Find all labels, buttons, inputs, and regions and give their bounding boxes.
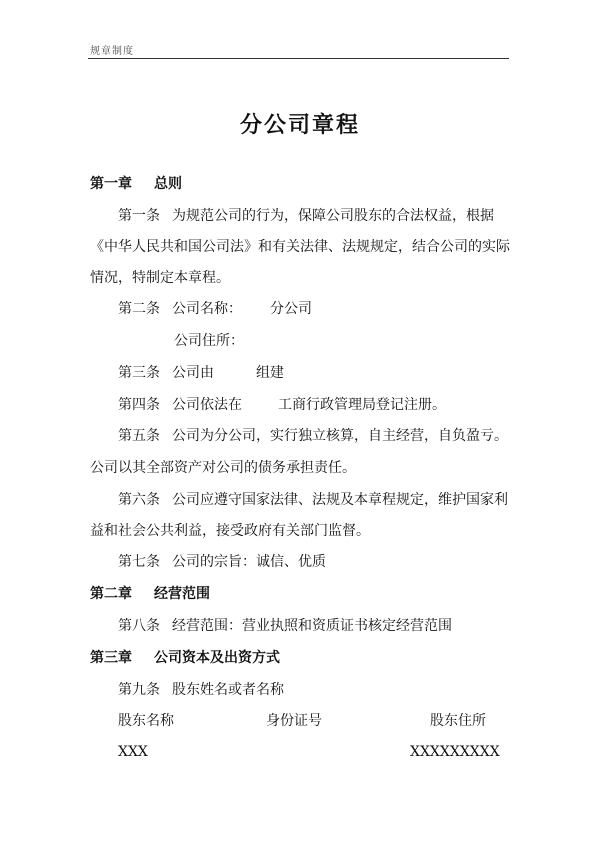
company-name-value: 分公司	[270, 301, 312, 317]
article-number: 第五条	[118, 428, 160, 444]
article-5-line-1	[118, 429, 508, 443]
article-text: 公司为分公司，实行独立核算，自主经营，自负盈亏。	[172, 428, 508, 444]
article-number: 第六条	[118, 492, 160, 508]
article-number: 第三条	[118, 365, 160, 381]
running-header: 规章制度	[90, 46, 134, 57]
header-divider	[88, 58, 509, 59]
table-header-address: 股东住所	[430, 713, 486, 729]
chapter-name: 公司资本及出资方式	[154, 650, 280, 666]
article-8	[118, 619, 452, 633]
article-number: 第四条	[118, 397, 160, 413]
article-3	[118, 366, 284, 380]
article-4	[118, 398, 446, 412]
table-header-id-number: 身份证号	[266, 713, 322, 729]
article-6-line-2: 益和社会公共利益，接受政府有关部门监督。	[90, 523, 370, 539]
article-number: 第八条	[118, 618, 160, 634]
chapter-1-heading	[90, 177, 182, 191]
chapter-name: 总则	[154, 176, 182, 192]
chapter-2-heading	[90, 587, 210, 601]
chapter-number: 第一章	[90, 176, 132, 192]
article-1-line-1	[118, 209, 494, 223]
chapter-number: 第三章	[90, 650, 132, 666]
article-number: 第二条	[118, 301, 160, 317]
table-cell-placeholder: XXXXXXXXX	[410, 744, 500, 760]
article-text: 经营范围：营业执照和资质证书核定经营范围	[172, 618, 452, 634]
article-1-line-3: 情况，特制定本章程。	[90, 270, 230, 286]
article-text-a: 公司由	[172, 365, 214, 381]
company-address-label: 公司住所：	[174, 333, 244, 349]
article-text-b: 组建	[256, 365, 284, 381]
article-number: 第七条	[118, 554, 160, 570]
table-cell-shareholder-name: XXX	[118, 744, 148, 760]
article-text: 股东姓名或者名称	[172, 682, 284, 698]
article-9	[118, 683, 284, 697]
document-title: 分公司章程	[239, 112, 360, 138]
article-7	[118, 555, 326, 569]
company-name-label: 公司名称：	[172, 301, 242, 317]
article-6-line-1	[118, 493, 508, 507]
article-text: 公司应遵守国家法律、法规及本章程规定，维护国家利	[172, 492, 508, 508]
chapter-3-heading	[90, 651, 280, 665]
article-text: 为规范公司的行为，保障公司股东的合法权益，根据	[172, 208, 494, 224]
article-2-line-1	[118, 302, 312, 316]
article-5-line-2: 公司以其全部资产对公司的债务承担责任。	[90, 460, 356, 476]
article-text-b: 工商行政管理局登记注册。	[278, 397, 446, 413]
chapter-number: 第二章	[90, 586, 132, 602]
article-number: 第九条	[118, 682, 160, 698]
table-header-shareholder-name: 股东名称	[118, 713, 174, 729]
chapter-name: 经营范围	[154, 586, 210, 602]
article-text: 公司的宗旨：诚信、优质	[172, 554, 326, 570]
article-number: 第一条	[118, 208, 160, 224]
article-text-a: 公司依法在	[172, 397, 242, 413]
article-1-line-2: 《中华人民共和国公司法》和有关法律、法规规定，结合公司的实际	[90, 239, 510, 255]
